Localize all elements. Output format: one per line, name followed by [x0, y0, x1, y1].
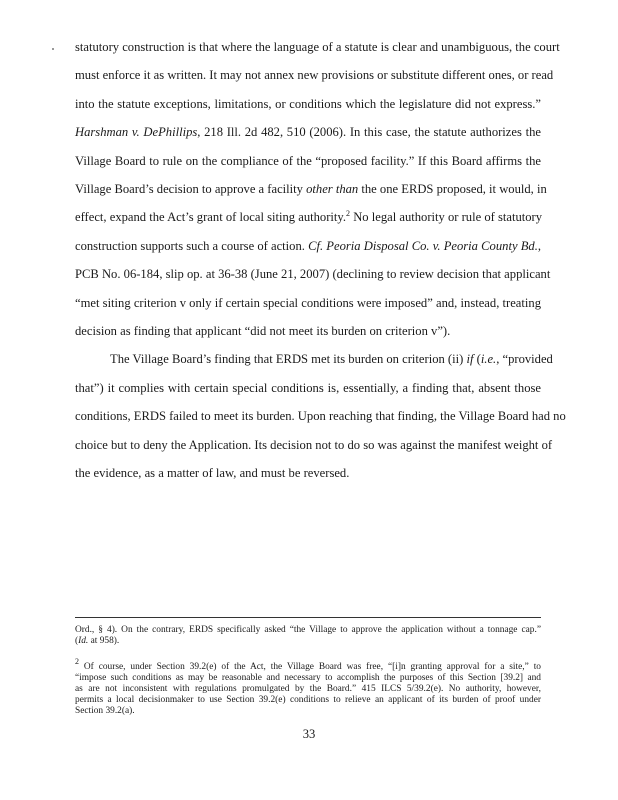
text: the one ERDS proposed, it would, in — [358, 182, 547, 196]
text: PCB No. 06-184, slip op. at 36-38 (June 21, 2007) (declining to review decision that applicant — [75, 267, 551, 281]
footnote-ref: 2 — [346, 209, 351, 218]
italic-text: other than — [306, 182, 359, 196]
text: “impose such conditions as may be reasonable and necessary to accomplish the purposes of this Section [39.2] and — [75, 673, 541, 683]
body-line — [75, 210, 541, 225]
body-line — [75, 40, 560, 55]
italic-text: Cf. Peoria Disposal Co. v. Peoria County Bd. — [308, 239, 538, 253]
text: No legal authority or rule of statutory — [350, 210, 543, 224]
text: the evidence, as a matter of law, and must be reversed. — [75, 466, 350, 480]
footnote-line — [75, 657, 541, 673]
text: ( — [473, 352, 481, 366]
text: Of course, under Section 39.2(e) of the Act, the Village Board was free, “[i]n granting approval for a site,” to — [79, 662, 541, 672]
footnote-line — [75, 636, 541, 647]
text: choice but to deny the Application. Its decision not to do so was against the manifest weight of — [75, 438, 553, 452]
footnote-line — [75, 706, 541, 717]
text: statutory construction is that where the language of a statute is clear and unambiguous, the court — [75, 40, 560, 54]
footnote-ref: 2 — [75, 657, 79, 666]
text: conditions, ERDS failed to meet its burden. Upon reaching that finding, the Village Board had no — [75, 409, 566, 423]
footnote-line — [75, 625, 541, 636]
text: must enforce it as written. It may not annex new provisions or substitute different ones, or read — [75, 68, 554, 82]
text: decision as finding that applicant “did not meet its burden on criterion v”). — [75, 324, 451, 338]
text: “met siting criterion v only if certain special conditions were imposed” and, instead, treating — [75, 296, 541, 310]
text: ( — [75, 636, 79, 646]
body-line — [75, 466, 541, 481]
footnote-divider — [75, 617, 541, 618]
footnote-line — [75, 695, 541, 706]
body-line — [75, 296, 541, 311]
body-line — [75, 154, 541, 169]
body-line — [75, 97, 541, 112]
text: Village Board to rule on the compliance of the “proposed facility.” If this Board affirms the — [75, 154, 541, 168]
footnote-line — [75, 684, 541, 695]
text: at 958). — [88, 636, 120, 646]
italic-text: i.e. — [480, 352, 497, 366]
body-line — [75, 239, 541, 254]
body-line — [75, 438, 553, 453]
text: , — [537, 239, 541, 253]
text: as are not inconsistent with regulations promulgated by the Board.” 415 ILCS 5/39.2(e). No authority, however, — [75, 684, 541, 694]
scan-speck — [52, 48, 54, 50]
body-line — [75, 182, 547, 197]
body-line — [75, 324, 541, 339]
text: Village Board’s decision to approve a facility — [75, 182, 307, 196]
body-line — [75, 68, 554, 83]
body-line — [75, 409, 566, 424]
text: , “provided — [496, 352, 553, 366]
text: construction supports such a course of action. — [75, 239, 309, 253]
text: effect, expand the Act’s grant of local siting authority. — [75, 210, 347, 224]
italic-text: Id. — [78, 636, 89, 646]
text: The Village Board’s finding that ERDS met its burden on criterion (ii) — [110, 352, 467, 366]
footnote-line — [75, 673, 541, 684]
text: into the statute exceptions, limitations, or conditions which the legislature did not express.” — [75, 97, 541, 111]
text: permits a local decisionmaker to use Section 39.2(e) conditions to relieve an applicant of its burden of proof under — [75, 695, 541, 705]
text: Ord., § 4). On the contrary, ERDS specifically asked “the Village to approve the application without a tonnage cap.” — [75, 625, 541, 635]
page-number: 33 — [302, 727, 316, 741]
body-line — [75, 125, 541, 140]
body-line — [75, 267, 551, 282]
body-line — [110, 352, 553, 367]
italic-text: Harshman v. DePhillips — [75, 125, 198, 139]
body-line — [75, 381, 541, 396]
text: that”) it complies with certain special conditions is, essentially, a finding that, absent those — [75, 381, 541, 395]
italic-text: if — [466, 352, 474, 366]
text: , 218 Ill. 2d 482, 510 (2006). In this case, the statute authorizes the — [197, 125, 541, 139]
text: Section 39.2(a). — [75, 706, 135, 716]
